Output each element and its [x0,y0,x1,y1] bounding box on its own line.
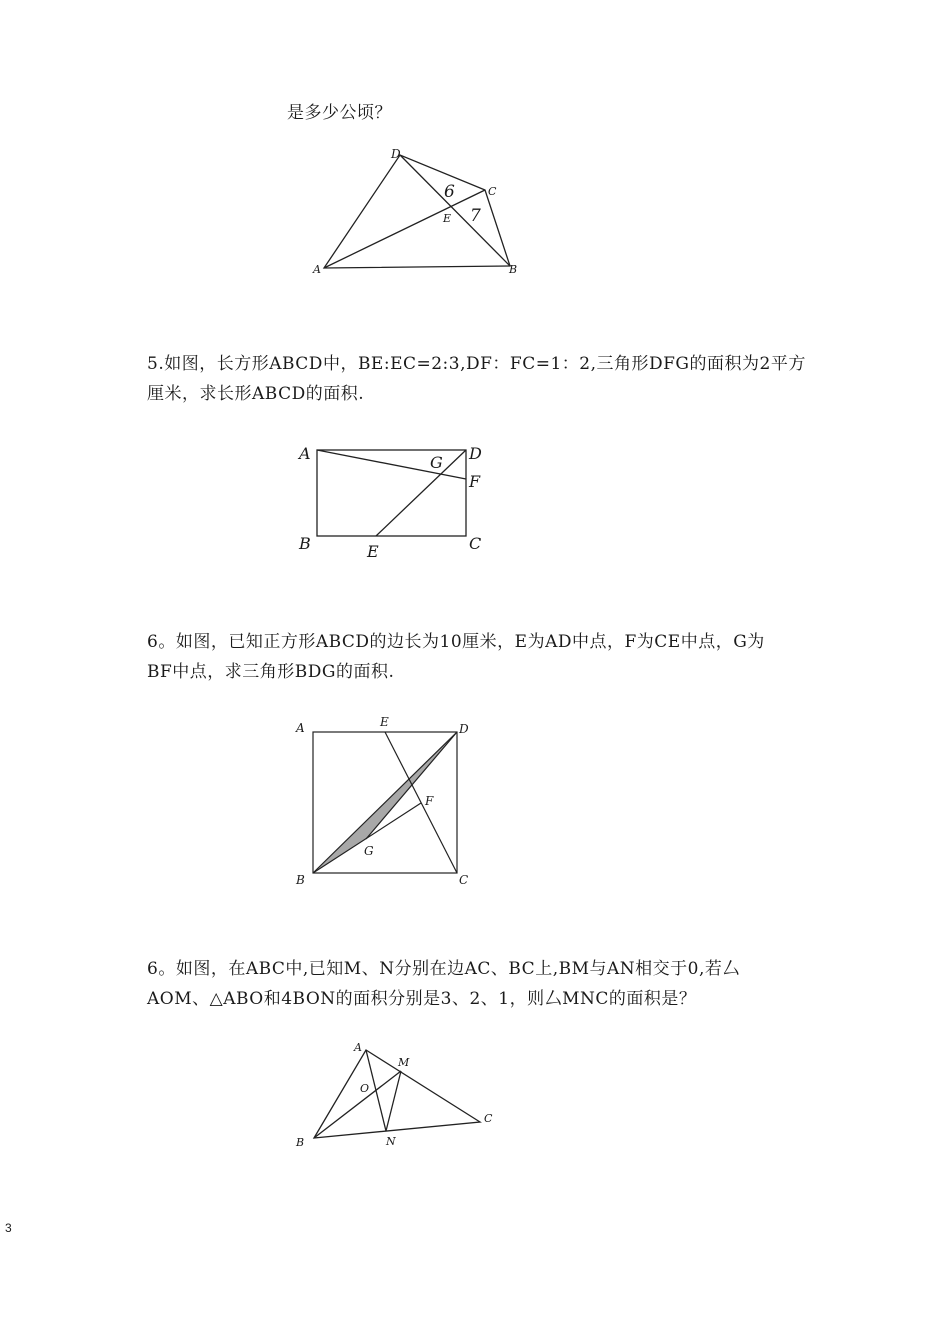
label-c: C [459,873,469,887]
figure-square-abcd [290,710,480,890]
diagonal-bd [313,732,457,873]
label-a: A [296,721,305,735]
label-a: A [299,444,311,463]
label-f: F [425,794,434,808]
rectangle-outline [317,450,466,536]
label-b: B [509,263,518,276]
q5-text-line1: 5.如图，长方形ABCD中，BE:EC=2:3,DF：FC=1：2,三角形DFG的面积为2平方 [147,354,806,374]
label-d: D [391,147,401,161]
label-e: E [443,212,452,225]
label-c: C [469,534,482,553]
figure-rectangle-abcd [290,435,500,565]
label-e: E [367,542,379,561]
q5-text-line2: 厘米，求长形ABCD的面积. [147,384,365,404]
segment-ed [376,450,466,536]
label-a: A [313,263,321,276]
label-d: D [459,722,469,736]
q7-text-line2: AOM、△ABO和4BON的面积分别是3、2、1，则厶MNC的面积是？ [147,989,697,1009]
label-b: B [296,1136,305,1149]
label-g: G [430,453,443,472]
label-d: D [469,444,482,463]
label-m: M [398,1056,410,1069]
label-e: E [380,715,389,729]
figure-triangle-abc [290,1035,500,1155]
q4-text-tail: 是多少公顷？ [287,103,392,123]
label-g: G [364,844,374,858]
label-n: N [386,1135,396,1148]
area-label-7: 7 [470,206,481,226]
diagonal-bd [400,155,510,266]
segment-af [317,450,466,479]
diagonal-ac [324,190,485,268]
figure-quadrilateral-abcd [300,140,540,290]
triangle-outline [314,1050,480,1138]
segment-gd [366,732,457,839]
label-c: C [488,185,497,198]
label-f: F [469,472,481,491]
label-o: O [360,1082,370,1095]
label-a: A [354,1041,362,1054]
segment-bm [314,1071,401,1138]
q7-text-line1: 6。如图，在ABC中,已知M、N分别在边AC、BC上,BM与AN相交于0,若厶 [147,959,740,979]
label-b: B [299,534,311,553]
q6-text-line2: BF中点，求三角形BDG的面积. [147,662,395,682]
label-c: C [484,1112,493,1125]
label-b: B [296,873,305,887]
area-label-6: 6 [444,182,455,202]
q6-text-line1: 6。如图，已知正方形ABCD的边长为10厘米，E为AD中点，F为CE中点，G为 [147,632,765,652]
page-number: 3 [5,1221,12,1235]
